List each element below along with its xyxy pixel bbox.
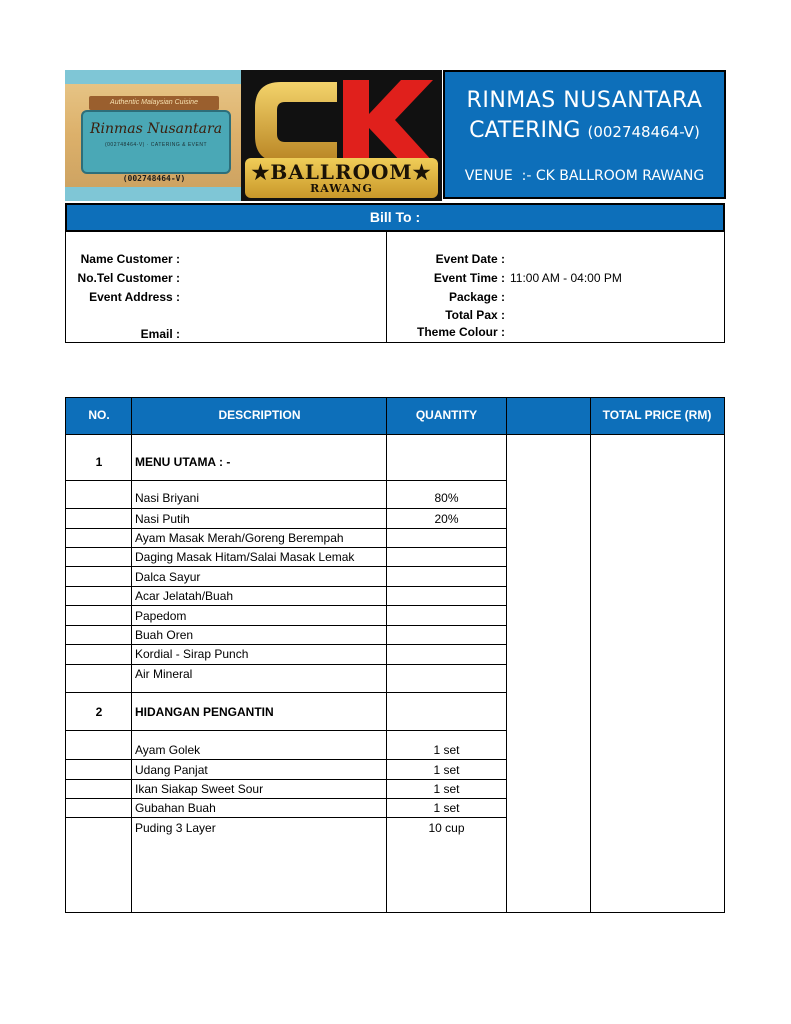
tel-customer-label: No.Tel Customer : (77, 271, 180, 285)
company-registration: (002748464-V) (587, 123, 700, 141)
row-line (65, 817, 506, 818)
row-line (65, 664, 506, 665)
row-line (65, 759, 506, 760)
row-line (65, 605, 506, 606)
item-description: Dalca Sayur (135, 570, 201, 584)
logo-ribbon: Authentic Malaysian Cuisine (89, 96, 219, 110)
item-description: Kordial - Sirap Punch (135, 647, 249, 661)
row-line (65, 798, 506, 799)
ck-letter-c (249, 76, 341, 168)
item-description: Daging Masak Hitam/Salai Masak Lemak (135, 550, 355, 564)
header-description: DESCRIPTION (218, 408, 301, 422)
item-description: Udang Panjat (135, 763, 208, 777)
item-description: Puding 3 Layer (135, 821, 216, 835)
section-title: HIDANGAN PENGANTIN (135, 705, 274, 719)
company-name-line1: RINMAS NUSANTARA (466, 88, 703, 113)
item-quantity: 1 set (433, 801, 460, 815)
rinmas-logo (65, 70, 241, 201)
event-address-label: Event Address : (89, 290, 180, 304)
item-quantity: 20% (434, 512, 459, 526)
row-line (65, 528, 506, 529)
item-description: Nasi Putih (135, 512, 190, 526)
item-description: Nasi Briyani (135, 491, 200, 505)
header-quantity: QUANTITY (415, 408, 478, 422)
item-quantity: 1 set (433, 763, 460, 777)
venue-text: VENUE :- CK BALLROOM RAWANG (464, 168, 705, 184)
name-customer-label: Name Customer : (80, 252, 180, 266)
row-line (65, 586, 506, 587)
logo-registration: (002748464-V) (122, 174, 186, 183)
logo-script-name: Rinmas Nusantara (89, 121, 223, 137)
company-name-line2 (445, 118, 724, 143)
col-divider-4 (590, 397, 591, 913)
item-description: Papedom (135, 609, 187, 623)
col-divider-3 (506, 397, 507, 913)
row-line (65, 779, 506, 780)
logo-plate (81, 110, 231, 174)
item-quantity: 10 cup (428, 821, 465, 835)
section-number: 1 (95, 455, 103, 469)
item-quantity: 1 set (433, 743, 460, 757)
ballroom-plaque (245, 158, 438, 198)
row-line (65, 508, 506, 509)
total-pax-label: Total Pax : (445, 308, 505, 322)
email-label: Email : (140, 327, 180, 341)
header-total-price: TOTAL PRICE (RM) (602, 408, 712, 422)
row-line (65, 625, 506, 626)
company-name-catering: CATERING (469, 118, 581, 143)
company-title-box (443, 70, 726, 199)
item-description: Acar Jelatah/Buah (135, 589, 234, 603)
event-time-label: Event Time : (433, 271, 505, 285)
header-no: NO. (88, 408, 110, 422)
item-description: Ayam Masak Merah/Goreng Berempah (135, 531, 344, 545)
row-line (65, 730, 506, 731)
logo-top-band (65, 70, 241, 84)
row-line (65, 480, 506, 481)
logo-small-text: (002748464-V) · CATERING & EVENT (104, 142, 208, 148)
item-quantity: 80% (434, 491, 459, 505)
ck-ballroom-logo (241, 70, 442, 201)
ck-letter-k (339, 76, 437, 168)
item-description: Buah Oren (135, 628, 194, 642)
rawang-text: RAWANG (310, 182, 373, 195)
event-time-value[interactable]: 11:00 AM - 04:00 PM (510, 271, 622, 285)
header-blank (506, 397, 590, 434)
section-number: 2 (95, 705, 103, 719)
row-line (65, 692, 506, 693)
item-quantity: 1 set (433, 782, 460, 796)
item-description: Ikan Siakap Sweet Sour (135, 782, 264, 796)
event-date-label: Event Date : (435, 252, 505, 266)
row-line (65, 644, 506, 645)
theme-colour-label: Theme Colour : (416, 325, 505, 339)
item-description: Ayam Golek (135, 743, 201, 757)
ballroom-text: ★BALLROOM★ (251, 160, 432, 184)
logo-bottom-band (65, 187, 241, 201)
item-description: Air Mineral (135, 667, 193, 681)
bill-to-heading: Bill To : (65, 203, 725, 232)
col-divider-2 (386, 397, 387, 913)
row-line (65, 547, 506, 548)
section-title: MENU UTAMA : - (135, 455, 231, 469)
col-divider-1 (131, 397, 132, 913)
package-label: Package : (448, 290, 505, 304)
row-line (65, 566, 506, 567)
bill-to-divider (386, 232, 387, 343)
item-description: Gubahan Buah (135, 801, 216, 815)
header-bottom-line (65, 434, 725, 435)
